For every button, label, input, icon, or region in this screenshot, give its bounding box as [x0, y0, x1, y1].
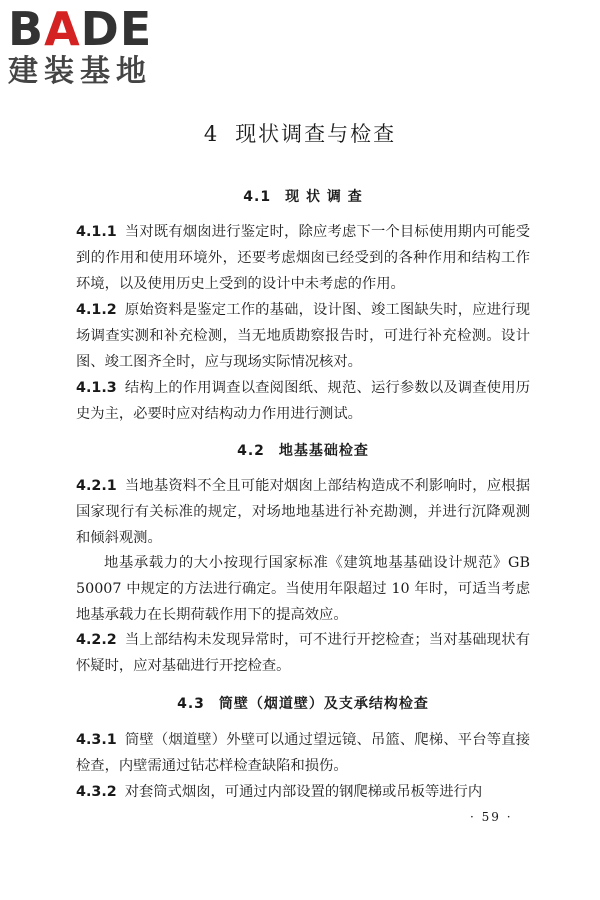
clause-4-2-2: 4.2.2 当上部结构未发现异常时，可不进行开挖检查；当对基础现状有怀疑时，应对基础进行开挖检查。	[76, 632, 530, 674]
clause-4-1-2: 4.1.2 原始资料是鉴定工作的基础，设计图、竣工图缺失时，应进行现场调查实测和补充检测，当无地质勘察报告时，可进行补充检测。设计图、竣工图齐全时，应与现场实际情况核对。	[76, 302, 530, 370]
clause-4-3-2: 4.3.2 对套筒式烟囱，可通过内部设置的钢爬梯或吊板等进行内	[76, 784, 483, 800]
clause-4-1-3: 4.1.3 结构上的作用调查以查阅图纸、规范、运行参数以及调查使用历史为主，必要时应对结构动力作用进行测试。	[76, 380, 530, 422]
bade-logo	[8, 4, 178, 90]
section-heading-4-3: 4.3 筒壁（烟道壁）及支承结构检查	[177, 696, 429, 712]
logo-subtitle: 建装基地	[8, 54, 152, 89]
clause-4-1-1: 4.1.1 当对既有烟囱进行鉴定时，除应考虑下一个目标使用期内可能受到的作用和使用环境外，还要考虑烟囱已经受到的各种作用和结构工作环境，以及使用历史上受到的设计中未考虑的作用。	[76, 224, 530, 292]
logo-wordmark: BADE	[8, 2, 153, 56]
clause-4-2-1: 4.2.1 当地基资料不全且可能对烟囱上部结构造成不利影响时，应根据国家现行有关标准的规定，对场地地基进行补充勘测，并进行沉降观测和倾斜观测。	[76, 478, 530, 546]
clause-4-3-1: 4.3.1 筒壁（烟道壁）外壁可以通过望远镜、吊篮、爬梯、平台等直接检查，内壁需通过钻芯样检查缺陷和损伤。	[76, 732, 530, 774]
chapter-title	[0, 118, 600, 148]
chapter-title-text: 现状调查与检查	[235, 122, 397, 146]
chapter-number: 4	[203, 122, 220, 146]
section-heading-4-1: 4.1 现 状 调 查	[243, 189, 363, 205]
page-number: · 59 ·	[470, 810, 513, 824]
paragraph-bearing-capacity: 地基承载力的大小按现行国家标准《建筑地基基础设计规范》GB 50007 中规定的方法进行确定。当使用年限超过 10 年时，可适当考虑地基承载力在长期荷载作用下的提高效应。	[76, 555, 530, 623]
section-heading-4-2: 4.2 地基基础检查	[237, 443, 369, 459]
